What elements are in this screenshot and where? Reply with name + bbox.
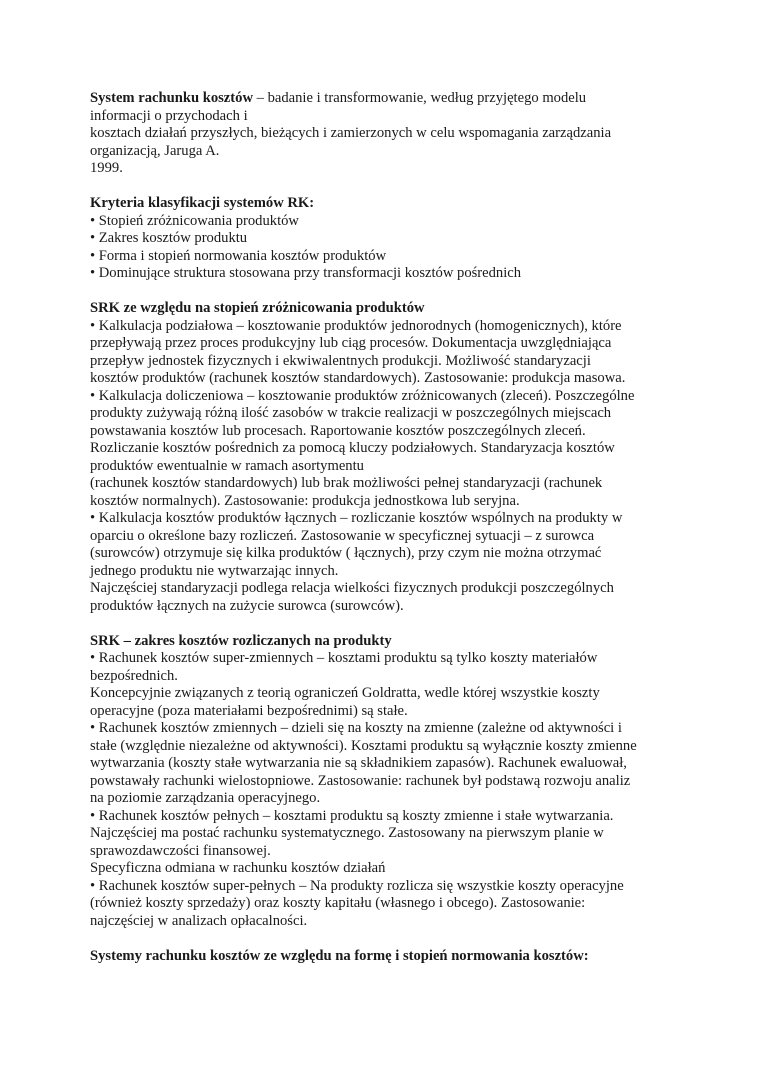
section1-line: • Kalkulacja kosztów produktów łącznych – rozliczanie kosztów wspólnych na produkty w bbox=[90, 510, 623, 526]
intro-line-2: informacji o przychodach i bbox=[90, 107, 248, 124]
section1-line: produkty zużywają różną ilość zasobów w trakcie realizacji w poszczególnych miejscach bbox=[90, 405, 612, 421]
section3-heading: Systemy rachunku kosztów ze względu na formę i stopień normowania kosztów: bbox=[90, 947, 589, 964]
section2-line: • Rachunek kosztów super-pełnych – Na produkty rozlicza się wszystkie koszty operacyjne bbox=[90, 877, 624, 894]
section1-line: (surowców) otrzymuje się kilka produktów ( łącznych), przy czym nie można otrzymać bbox=[90, 545, 602, 561]
section1-line: jednego produktu nie wytwarzając innych. bbox=[90, 562, 339, 579]
section1-line: produktów ewentualnie w ramach asortymentu bbox=[90, 457, 364, 474]
section2-line: • Rachunek kosztów zmiennych – dzieli się na koszty na zmienne (zależne od aktywności i bbox=[90, 720, 622, 736]
section-normalization bbox=[90, 948, 700, 966]
section2-line: operacyjne (poza materiałami bezpośrednimi) są stałe. bbox=[90, 702, 408, 719]
section2-line: Koncepcyjnie związanych z teorią ograniczeń Goldratta, wedle której wszystkie koszty bbox=[90, 685, 600, 701]
criteria-item: • Zakres kosztów produktu bbox=[90, 230, 248, 246]
section-cost-scope bbox=[90, 633, 700, 931]
section1-line: (rachunek kosztów standardowych) lub brak możliwości pełnej standaryzacji (rachunek bbox=[90, 475, 603, 491]
section2-line: sprawozdawczości finansowej. bbox=[90, 842, 271, 859]
criteria-heading: Kryteria klasyfikacji systemów RK: bbox=[90, 195, 315, 211]
criteria-item: • Dominujące struktura stosowana przy transformacji kosztów pośrednich bbox=[90, 265, 522, 281]
section2-line: powstawały rachunki wielostopniowe. Zastosowanie: rachunek był podstawą rozwoju analiz bbox=[90, 772, 631, 789]
section2-line: najczęściej w analizach opłacalności. bbox=[90, 912, 308, 929]
intro-line-1: – badanie i transformowanie, według przyjętego modelu bbox=[252, 90, 587, 106]
section2-line: na poziomie zarządzania operacyjnego. bbox=[90, 790, 321, 806]
intro-line-4: organizacją, Jaruga A. bbox=[90, 142, 220, 159]
section1-line: przepływ jednostek fizycznych i ekwiwalentnych produkcji. Możliwość standaryzacji bbox=[90, 352, 591, 369]
section1-line: kosztów normalnych). Zastosowanie: produkcja jednostkowa lub seryjna. bbox=[90, 492, 520, 509]
criteria-section bbox=[90, 195, 700, 283]
section2-line: (również koszty sprzedaży) oraz koszty kapitału (własnego i obcego). Zastosowanie: bbox=[90, 895, 586, 911]
section2-line: • Rachunek kosztów super-zmiennych – kosztami produktu są tylko koszty materiałów bbox=[90, 650, 598, 666]
criteria-item: • Forma i stopień normowania kosztów produktów bbox=[90, 247, 387, 264]
section-differentiation bbox=[90, 300, 700, 615]
section2-line: stałe (względnie niezależne od aktywności). Kosztami produktu są wyłącznie koszty zmienne bbox=[90, 737, 637, 754]
section2-line: • Rachunek kosztów pełnych – kosztami produktu są koszty zmienne i stałe wytwarzania. bbox=[90, 807, 614, 824]
criteria-item: • Stopień zróżnicowania produktów bbox=[90, 212, 299, 229]
section2-heading: SRK – zakres kosztów rozliczanych na produkty bbox=[90, 632, 392, 649]
section1-line: produktów łącznych na zużycie surowca (surowców). bbox=[90, 597, 404, 614]
section2-line: bezpośrednich. bbox=[90, 667, 178, 684]
intro-line-5: 1999. bbox=[90, 160, 123, 176]
section1-line: przepływają przez proces produkcyjny lub ciąg procesów. Dokumentacja uwzględniająca bbox=[90, 335, 612, 351]
section1-line: powstawania kosztów lub procesach. Raportowanie kosztów poszczególnych zleceń. bbox=[90, 422, 586, 439]
section2-line: wytwarzania (koszty stałe wytwarzania nie są składnikiem zapasów). Rachunek ewaluował, bbox=[90, 755, 627, 771]
section1-line: oparciu o określone bazy rozliczeń. Zastosowanie w specyficznej sytuacji – z surowca bbox=[90, 527, 595, 544]
section2-line: Specyficzna odmiana w rachunku kosztów działań bbox=[90, 860, 386, 876]
section1-line: • Kalkulacja podziałowa – kosztowanie produktów jednorodnych (homogenicznych), które bbox=[90, 317, 622, 334]
intro-term: System rachunku kosztów bbox=[90, 90, 253, 106]
section1-line: • Kalkulacja doliczeniowa – kosztowanie produktów zróżnicowanych (zleceń). Poszczególne bbox=[90, 387, 635, 404]
section1-line: Najczęściej standaryzacji podlega relacja wielkości fizycznych produkcji poszczególnych bbox=[90, 580, 614, 596]
section1-line: kosztów produktów (rachunek kosztów standardowych). Zastosowanie: produkcja masowa. bbox=[90, 370, 626, 386]
intro-paragraph bbox=[90, 90, 700, 178]
section1-line: Rozliczanie kosztów pośrednich za pomocą kluczy podziałowych. Standaryzacja kosztów bbox=[90, 440, 615, 456]
section2-line: Najczęściej ma postać rachunku systematycznego. Zastosowany na pierwszym planie w bbox=[90, 825, 604, 841]
section1-heading: SRK ze względu na stopień zróżnicowania produktów bbox=[90, 300, 425, 316]
intro-line-3: kosztach działań przyszłych, bieżących i zamierzonych w celu wspomagania zarządzania bbox=[90, 125, 612, 141]
